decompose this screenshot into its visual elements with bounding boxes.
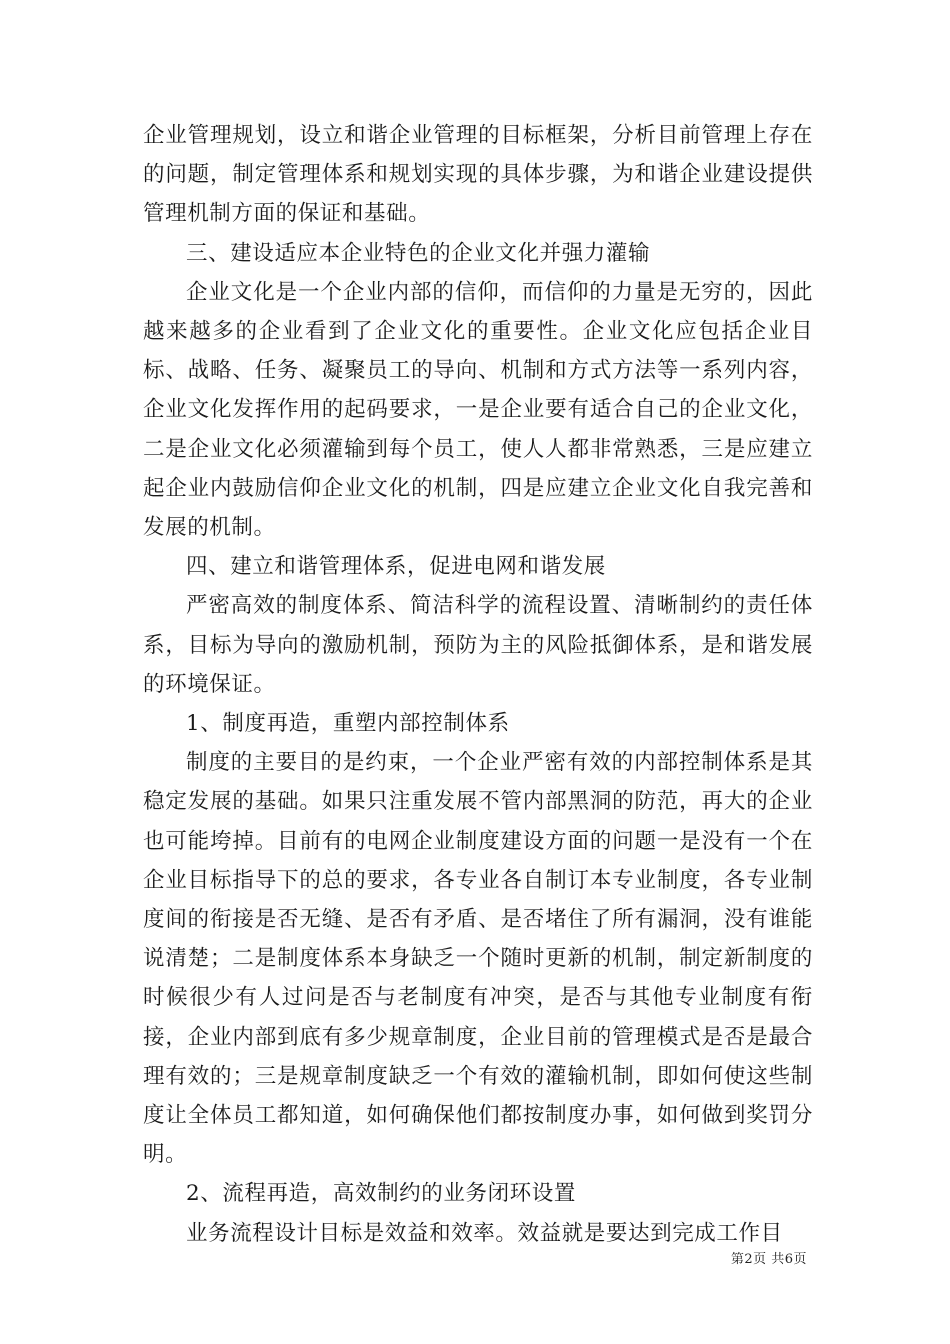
subsection-heading-2: 2、流程再造，高效制约的业务闭环设置 — [186, 1181, 576, 1207]
paragraph-continuation: 企业管理规划，设立和谐企业管理的目标框架，分析目前管理上存在的问题，制定管理体系和规划实现的具体步骤，为和谐企业建设提供管理机制方面的保证和基础。 — [143, 123, 813, 227]
page-number-footer: 第2页 共6页 — [730, 1252, 807, 1267]
paragraph-process-reform: 业务流程设计目标是效益和效率。效益就是要达到完成工作目 — [186, 1220, 783, 1246]
section-heading-3: 三、建设适应本企业特色的企业文化并强力灌输 — [186, 240, 651, 266]
paragraph-enterprise-culture: 企业文化是一个企业内部的信仰，而信仰的力量是无穷的，因此越来越多的企业看到了企业文化的重要性。企业文化应包括企业目标、战略、任务、凝聚员工的导向、机制和方式方法等一系列内容，企业文化发挥作用的起码要求，一是企业要有适合自己的企业文化，二是企业文化必须灌输到每个员工，使人人都非常熟悉，三是应建立起企业内鼓励信仰企业文化的机制，四是应建立企业文化自我完善和发展的机制。 — [143, 279, 813, 541]
document-body — [143, 116, 813, 1253]
paragraph-system-reform: 制度的主要目的是约束，一个企业严密有效的内部控制体系是其稳定发展的基础。如果只注重发展不管内部黑洞的防范，再大的企业也可能垮掉。目前有的电网企业制度建设方面的问题一是没有一个在企业目标指导下的总的要求，各专业各自制订本专业制度，各专业制度间的衔接是否无缝、是否有矛盾、是否堵住了所有漏洞，没有谁能说清楚；二是制度体系本身缺乏一个随时更新的机制，制定新制度的时候很少有人过问是否与老制度有冲突，是否与其他专业制度有衔接，企业内部到底有多少规章制度，企业目前的管理模式是否是最合理有效的；三是规章制度缺乏一个有效的灌输机制，即如何使这些制度让全体员工都知道，如何确保他们都按制度办事，如何做到奖罚分明。 — [143, 750, 813, 1168]
section-heading-4: 四、建立和谐管理体系，促进电网和谐发展 — [186, 554, 606, 580]
subsection-heading-1: 1、制度再造，重塑内部控制体系 — [186, 711, 510, 737]
paragraph-management-system: 严密高效的制度体系、简洁科学的流程设置、清晰制约的责任体系，目标为导向的激励机制，预防为主的风险抵御体系，是和谐发展的环境保证。 — [143, 593, 813, 697]
